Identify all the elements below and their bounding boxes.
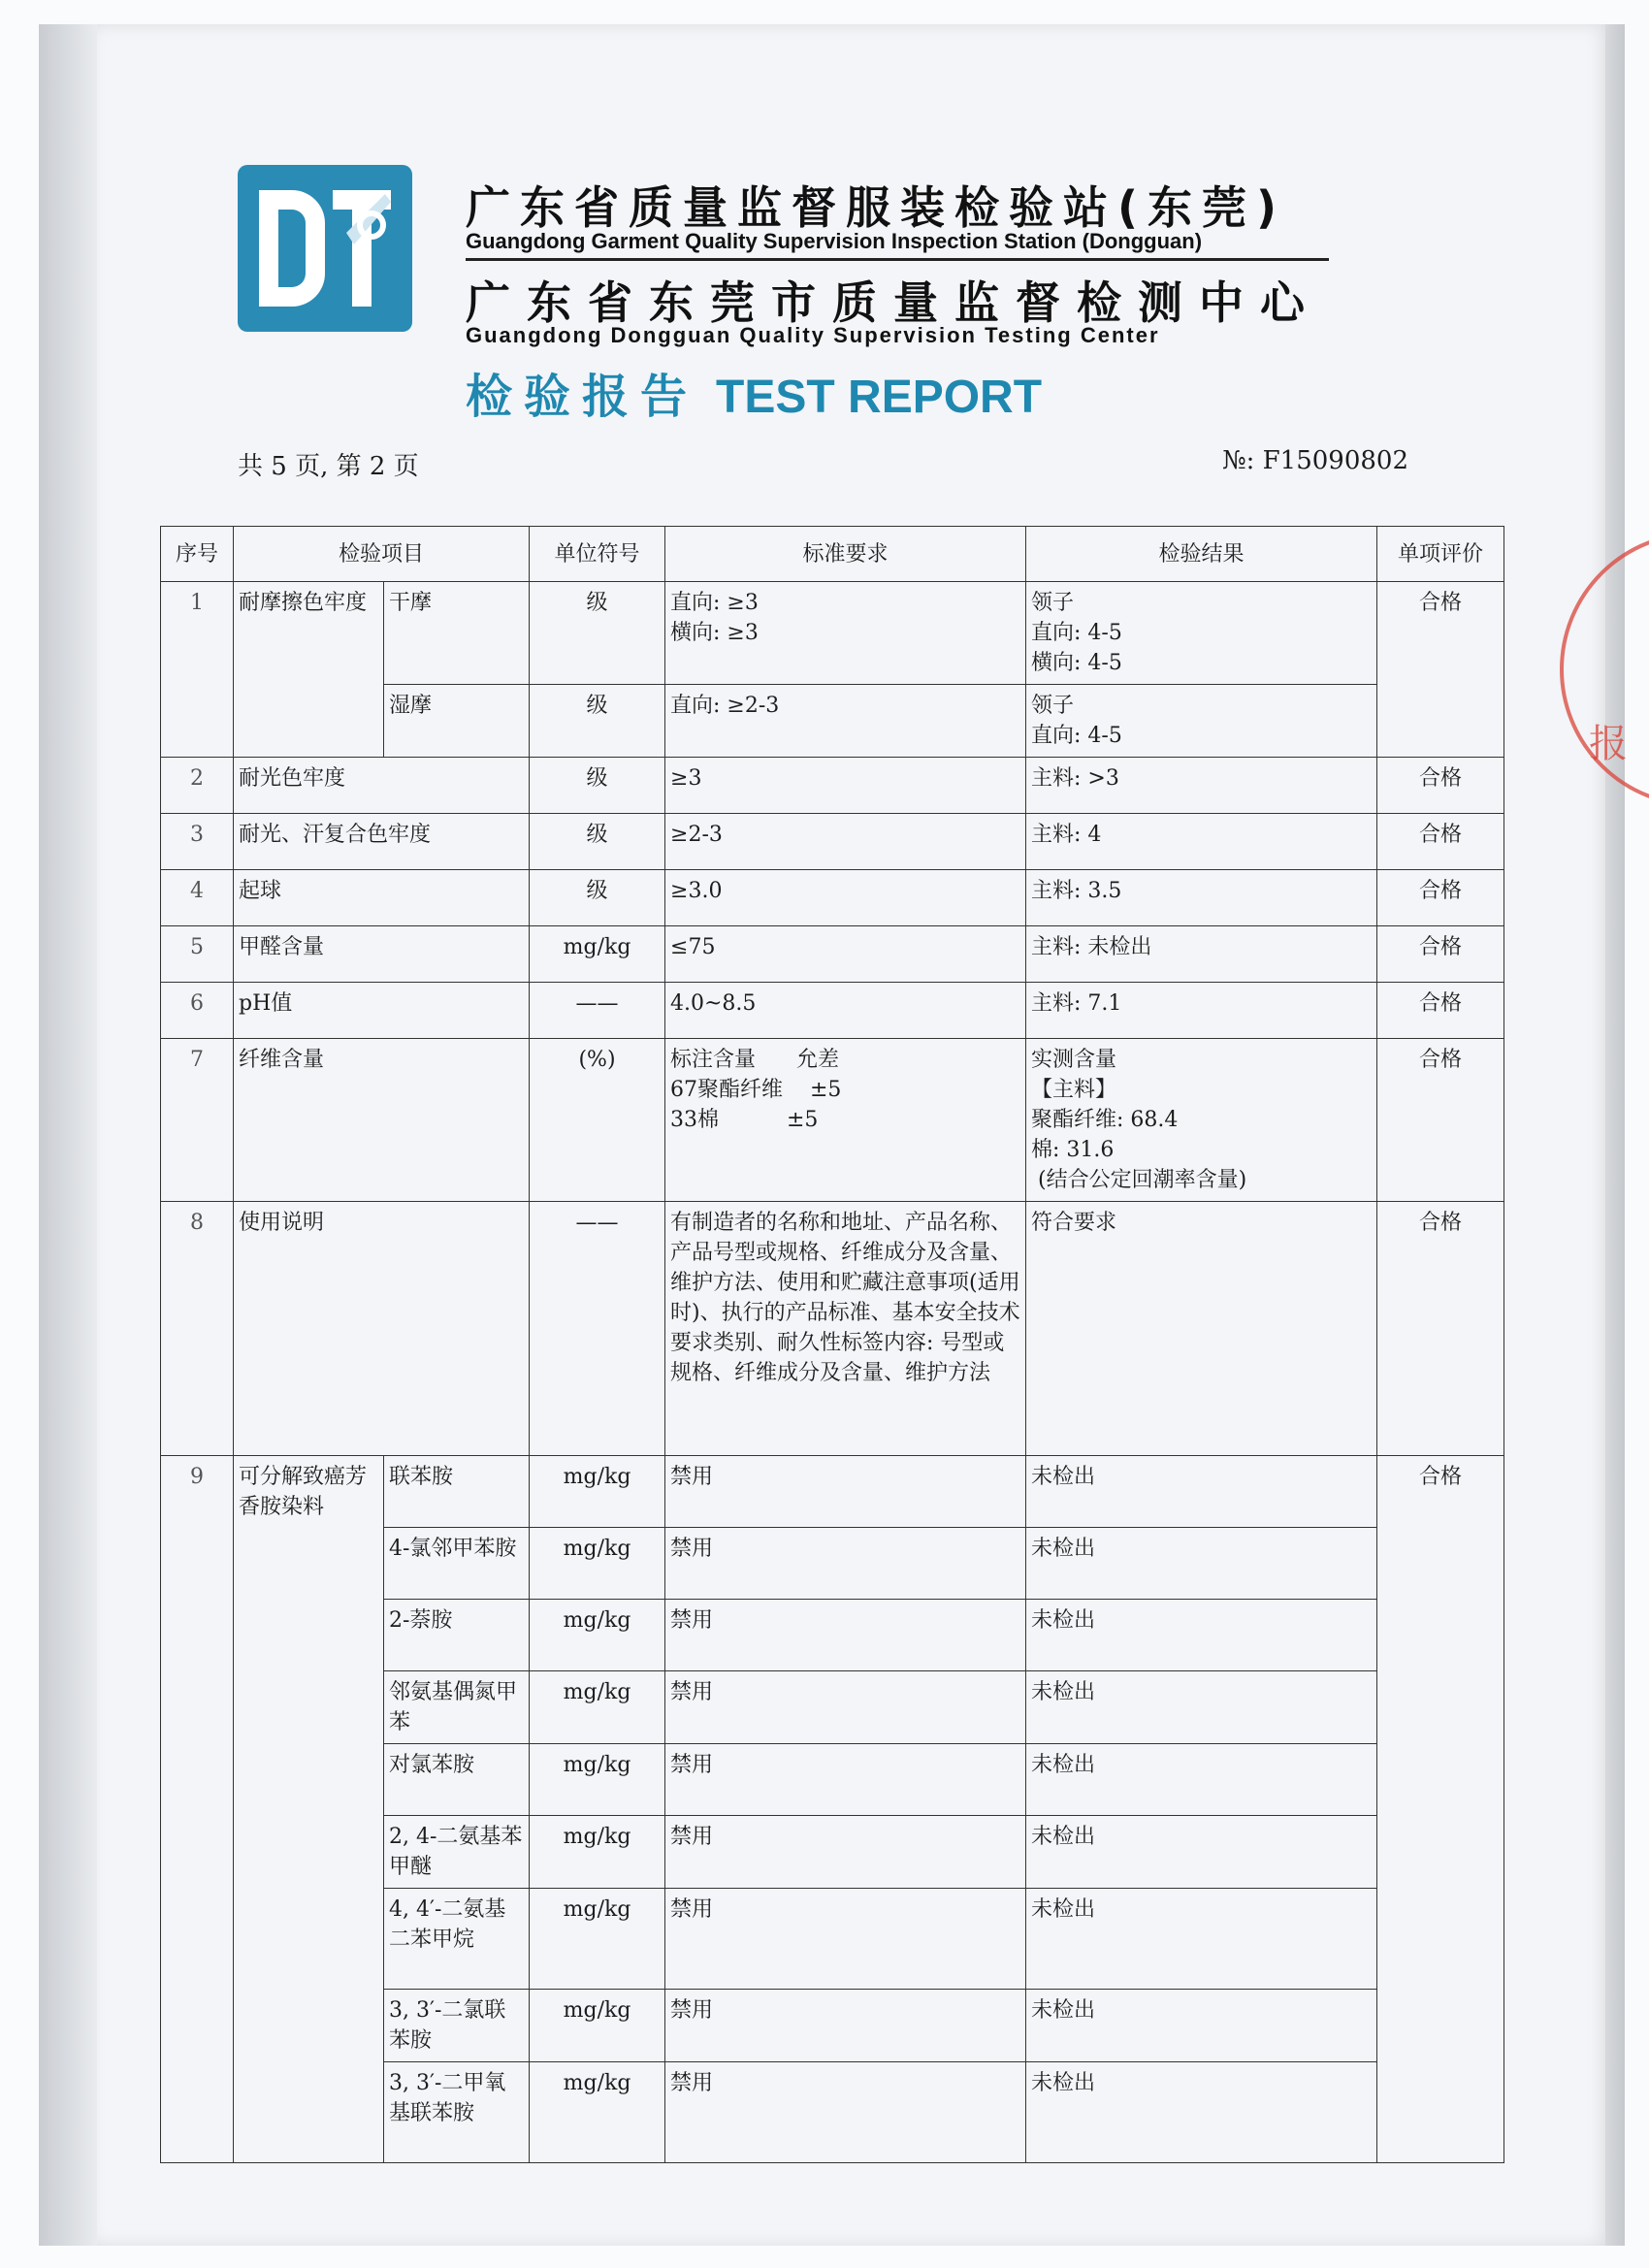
row-evaluation: 合格 <box>1377 926 1504 983</box>
row-result: 主料: 3.5 <box>1026 870 1377 926</box>
row-unit: mg/kg <box>530 1600 665 1671</box>
row-result: 领子 直向: 4-5 横向: 4-5 <box>1026 582 1377 685</box>
table-row <box>161 870 1504 926</box>
row-evaluation: 合格 <box>1377 1202 1504 1456</box>
report-number: №: F15090802 <box>1222 446 1409 475</box>
row-result: 未检出 <box>1026 1671 1377 1744</box>
row-requirement: 标注含量 允差 67聚酯纤维 ±5 33棉 ±5 <box>665 1039 1026 1202</box>
row-evaluation: 合格 <box>1377 983 1504 1039</box>
row-evaluation: 合格 <box>1377 1039 1504 1202</box>
row-unit: mg/kg <box>530 1744 665 1816</box>
row-requirement: 禁用 <box>665 2062 1026 2163</box>
row-result: 未检出 <box>1026 1528 1377 1600</box>
row-evaluation: 合格 <box>1377 814 1504 870</box>
row-unit: mg/kg <box>530 1456 665 1528</box>
row-item: pH值 <box>234 983 530 1039</box>
row-result: 领子 直向: 4-5 <box>1026 685 1377 758</box>
row-no: 7 <box>161 1039 234 1202</box>
row-item: 可分解致癌芳香胺染料 <box>234 1456 384 2163</box>
org-name-en-2: Guangdong Dongguan Quality Supervision Testing Center <box>466 323 1160 347</box>
row-no: 1 <box>161 582 234 758</box>
row-result: 主料: 7.1 <box>1026 983 1377 1039</box>
row-no: 8 <box>161 1202 234 1456</box>
row-result: 实测含量 【主料】 聚酯纤维: 68.4 棉: 31.6 (结合公定回潮率含量) <box>1026 1039 1377 1202</box>
row-result: 符合要求 <box>1026 1202 1377 1456</box>
row-requirement: 禁用 <box>665 1600 1026 1671</box>
row-result: 未检出 <box>1026 2062 1377 2163</box>
row-requirement: 禁用 <box>665 1456 1026 1528</box>
row-unit: (%) <box>530 1039 665 1202</box>
row-result: 未检出 <box>1026 1456 1377 1528</box>
row-no: 5 <box>161 926 234 983</box>
report-title <box>466 359 1042 426</box>
org-name-en-1: Guangdong Garment Quality Supervision Inspection Station (Dongguan) <box>466 229 1203 253</box>
row-requirement: 禁用 <box>665 1744 1026 1816</box>
row-requirement: 直向: ≥3 横向: ≥3 <box>665 582 1026 685</box>
row-item: 耐光、汗复合色牢度 <box>234 814 530 870</box>
row-no: 3 <box>161 814 234 870</box>
row-requirement: ≥3 <box>665 758 1026 814</box>
row-item: 耐摩擦色牢度 <box>234 582 384 758</box>
row-unit: —— <box>530 1202 665 1456</box>
row-requirement: 禁用 <box>665 1671 1026 1744</box>
row-subitem: 4, 4′-二氨基二苯甲烷 <box>384 1889 530 1990</box>
table-row <box>161 1202 1504 1456</box>
row-requirement: 有制造者的名称和地址、产品名称、产品号型或规格、纤维成分及含量、维护方法、使用和贮藏注意事项(适用时)、执行的产品标准、基本安全技术要求类别、耐久性标签内容: 号型或规格、纤维成分及含量、维护方法 <box>665 1202 1026 1456</box>
page-info: 共 5 页, 第 2 页 <box>238 452 419 481</box>
col-header-requirement: 标准要求 <box>665 527 1026 582</box>
org-name-cn-1: 广东省质量监督服装检验站(东莞) <box>466 181 1287 234</box>
row-requirement: 禁用 <box>665 1889 1026 1990</box>
row-subitem: 对氯苯胺 <box>384 1744 530 1816</box>
row-subitem: 联苯胺 <box>384 1456 530 1528</box>
row-result: 未检出 <box>1026 1889 1377 1990</box>
row-unit: mg/kg <box>530 2062 665 2163</box>
page-edge-right <box>1605 24 1625 2246</box>
row-unit: mg/kg <box>530 1990 665 2062</box>
row-unit: mg/kg <box>530 1528 665 1600</box>
row-requirement: 禁用 <box>665 1816 1026 1889</box>
row-item: 使用说明 <box>234 1202 530 1456</box>
row-evaluation: 合格 <box>1377 1456 1504 2163</box>
col-header-item: 检验项目 <box>234 527 530 582</box>
row-result: 主料: 4 <box>1026 814 1377 870</box>
svg-text:报: 报 <box>1589 722 1628 766</box>
row-result: 未检出 <box>1026 1990 1377 2062</box>
row-subitem: 4-氯邻甲苯胺 <box>384 1528 530 1600</box>
row-result: 主料: >3 <box>1026 758 1377 814</box>
table-header-row <box>161 527 1504 582</box>
row-item: 耐光色牢度 <box>234 758 530 814</box>
row-requirement: 直向: ≥2-3 <box>665 685 1026 758</box>
row-item: 起球 <box>234 870 530 926</box>
row-unit: —— <box>530 983 665 1039</box>
row-subitem: 干摩 <box>384 582 530 685</box>
table-row <box>161 1039 1504 1202</box>
row-no: 6 <box>161 983 234 1039</box>
row-subitem: 邻氨基偶氮甲苯 <box>384 1671 530 1744</box>
row-unit: mg/kg <box>530 1816 665 1889</box>
row-requirement: 4.0~8.5 <box>665 983 1026 1039</box>
row-item: 纤维含量 <box>234 1039 530 1202</box>
col-header-evaluation: 单项评价 <box>1377 527 1504 582</box>
page-edge-shadow <box>39 24 97 2246</box>
report-title-en: TEST REPORT <box>716 372 1043 423</box>
row-unit: mg/kg <box>530 1671 665 1744</box>
row-no: 9 <box>161 1456 234 2163</box>
table-row <box>161 582 1504 685</box>
row-result: 未检出 <box>1026 1600 1377 1671</box>
row-subitem: 3, 3′-二氯联苯胺 <box>384 1990 530 2062</box>
row-result: 主料: 未检出 <box>1026 926 1377 983</box>
official-seal-stamp <box>1552 504 1649 834</box>
row-unit: mg/kg <box>530 1889 665 1990</box>
row-requirement: ≥2-3 <box>665 814 1026 870</box>
row-requirement: 禁用 <box>665 1528 1026 1600</box>
row-unit: mg/kg <box>530 926 665 983</box>
table-row <box>161 814 1504 870</box>
col-header-unit: 单位符号 <box>530 527 665 582</box>
row-requirement: ≥3.0 <box>665 870 1026 926</box>
row-unit: 级 <box>530 685 665 758</box>
row-evaluation: 合格 <box>1377 870 1504 926</box>
col-header-no: 序号 <box>161 527 234 582</box>
org-name-cn-2: 广东省东莞市质量监督检测中心 <box>466 276 1321 329</box>
row-item: 甲醛含量 <box>234 926 530 983</box>
row-unit: 级 <box>530 870 665 926</box>
row-subitem: 湿摩 <box>384 685 530 758</box>
row-unit: 级 <box>530 814 665 870</box>
table-row <box>161 758 1504 814</box>
row-unit: 级 <box>530 758 665 814</box>
table-row <box>161 926 1504 983</box>
row-result: 未检出 <box>1026 1816 1377 1889</box>
row-requirement: ≤75 <box>665 926 1026 983</box>
row-evaluation: 合格 <box>1377 582 1504 758</box>
header-divider <box>466 258 1329 261</box>
test-results-table <box>160 526 1504 2163</box>
row-result: 未检出 <box>1026 1744 1377 1816</box>
row-requirement: 禁用 <box>665 1990 1026 2062</box>
row-unit: 级 <box>530 582 665 685</box>
row-evaluation: 合格 <box>1377 758 1504 814</box>
dqt-logo-icon <box>238 165 412 332</box>
row-subitem: 2, 4-二氨基苯甲醚 <box>384 1816 530 1889</box>
col-header-result: 检验结果 <box>1026 527 1377 582</box>
row-subitem: 3, 3′-二甲氧基联苯胺 <box>384 2062 530 2163</box>
row-no: 2 <box>161 758 234 814</box>
report-title-cn: 检验报告 <box>466 372 699 423</box>
row-subitem: 2-萘胺 <box>384 1600 530 1671</box>
row-no: 4 <box>161 870 234 926</box>
table-row <box>161 983 1504 1039</box>
table-row <box>161 1456 1504 1528</box>
